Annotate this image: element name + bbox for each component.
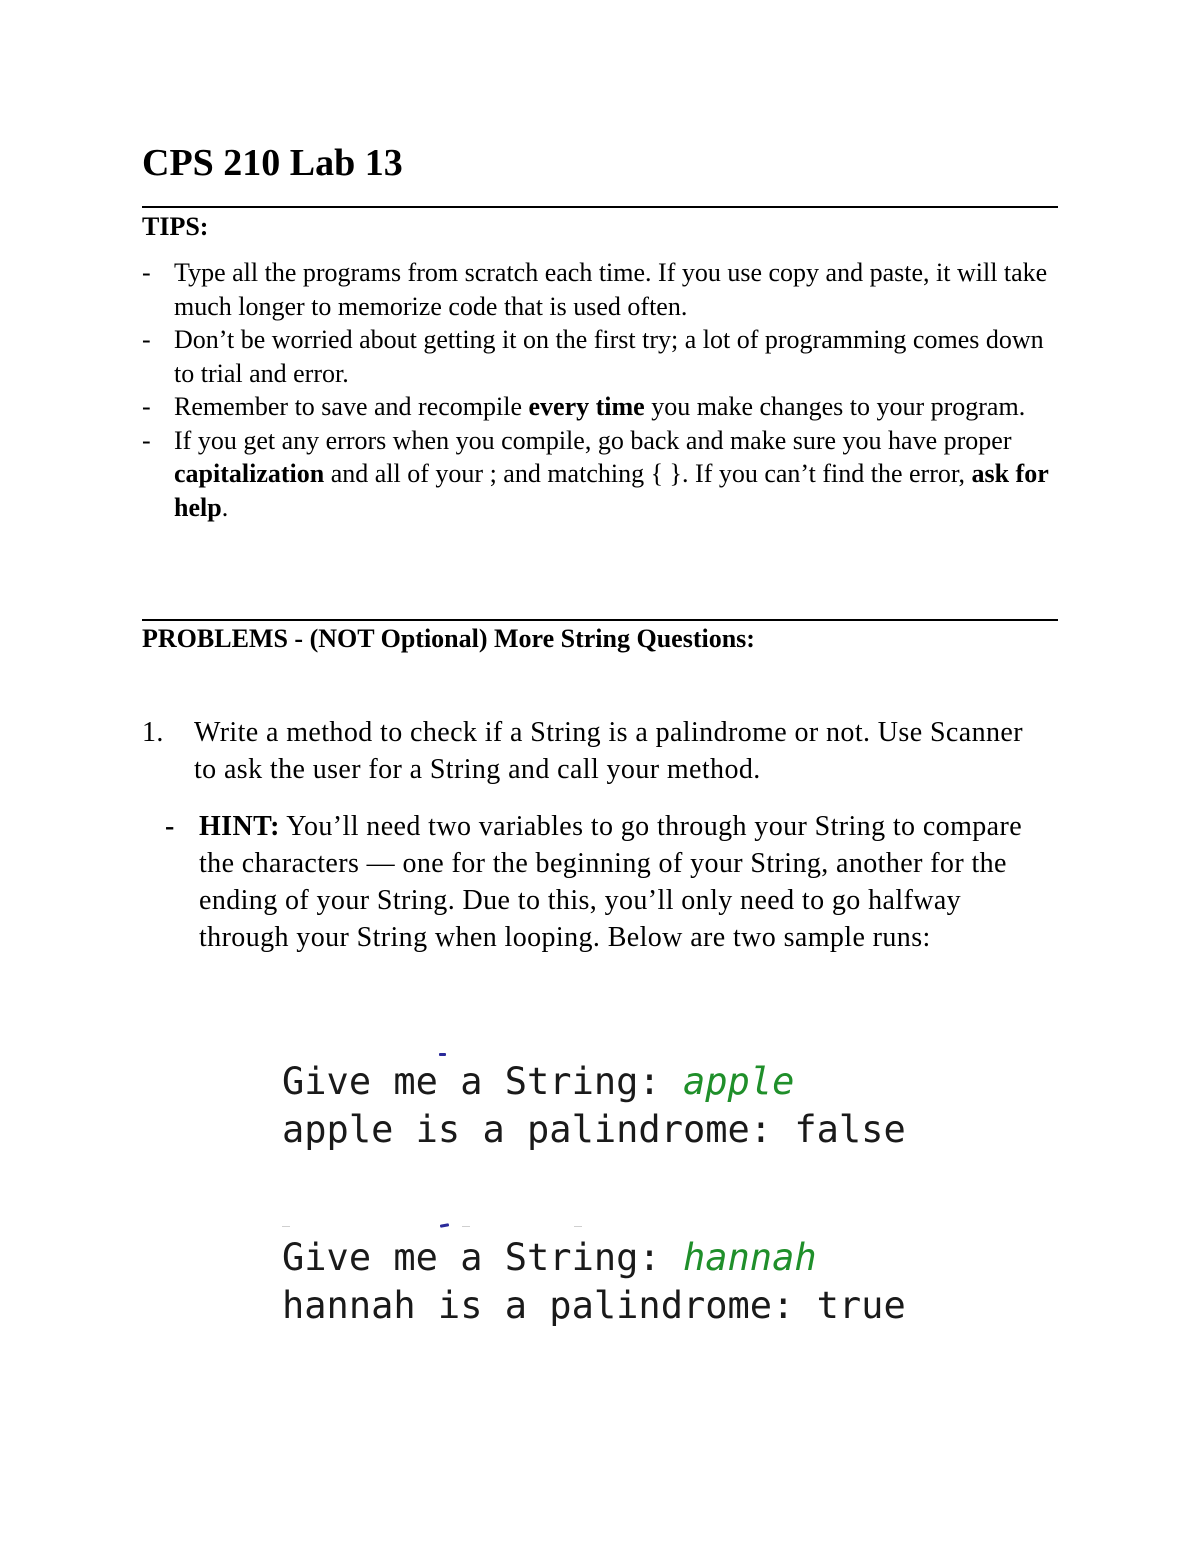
problem-item <box>142 714 1042 788</box>
hint-body: You’ll need two variables to go through your String to compare the characters — one for the beginning of your String, another for the ending of your String. Due to this, you’ll only need to go halfway through your String when looping. Below are two sample runs: <box>199 811 1023 953</box>
tips-heading: TIPS: <box>142 212 209 241</box>
problem-text: Write a method to check if a String is a palindrome or not. Use Scanner to ask the user for a String and call your method. <box>194 717 1023 785</box>
tip-item <box>142 424 1062 525</box>
bullet-dash: - <box>165 811 175 842</box>
console-prompt-line <box>282 1234 982 1282</box>
cursor-mark <box>439 1053 446 1056</box>
tip-emphasis: capitalization <box>174 459 325 488</box>
console-prompt: Give me a String: <box>282 1236 683 1279</box>
console-prompt-line <box>282 1058 982 1106</box>
tip-item <box>142 256 1062 323</box>
bullet-dash: - <box>142 258 151 287</box>
hint-block <box>165 808 1045 956</box>
hint-text <box>165 808 1045 956</box>
tip-text: If you get any errors when you compile, go back and make sure you have proper <box>174 425 1012 455</box>
section-divider <box>142 619 1058 621</box>
tip-text: Type all the programs from scratch each time. If you use copy and paste, it will take much longer to memorize code that is used often. <box>174 258 1048 321</box>
console-prompt: Give me a String: <box>282 1060 683 1103</box>
bullet-dash: - <box>142 425 151 455</box>
hint-label: HINT: <box>199 811 280 842</box>
faint-mark <box>282 1226 290 1227</box>
tip-text: and all of your ; and matching { }. If you can’t find the error, <box>324 459 972 488</box>
sample-run-1 <box>282 1058 982 1154</box>
tip-text: . <box>221 492 229 522</box>
tip-item <box>142 323 1062 390</box>
page-title: CPS 210 Lab 13 <box>142 142 403 184</box>
faint-mark <box>574 1226 582 1227</box>
problems-heading: PROBLEMS - (NOT Optional) More String Questions: <box>142 624 755 653</box>
tip-text: Remember to save and recompile <box>174 392 529 421</box>
tip-item <box>142 390 1062 424</box>
console-output: apple is a palindrome: false <box>282 1108 906 1151</box>
problem-number: 1. <box>142 717 164 748</box>
tips-list <box>142 256 1062 524</box>
faint-mark <box>462 1226 470 1227</box>
tip-emphasis: every time <box>528 392 645 421</box>
console-output: hannah is a palindrome: true <box>282 1284 906 1327</box>
sample-run-2 <box>282 1234 982 1330</box>
console-input: apple <box>682 1060 795 1103</box>
title-divider <box>142 206 1058 208</box>
bullet-dash: - <box>142 325 151 354</box>
bullet-dash: - <box>142 392 151 421</box>
tip-emphasis: ask for help <box>174 459 1049 522</box>
console-input: hannah <box>682 1236 817 1279</box>
tip-text: Don’t be worried about getting it on the first try; a lot of programming comes down to trial and error. <box>174 325 1044 388</box>
cursor-mark <box>440 1223 449 1228</box>
tip-text: you make changes to your program. <box>644 392 1026 421</box>
